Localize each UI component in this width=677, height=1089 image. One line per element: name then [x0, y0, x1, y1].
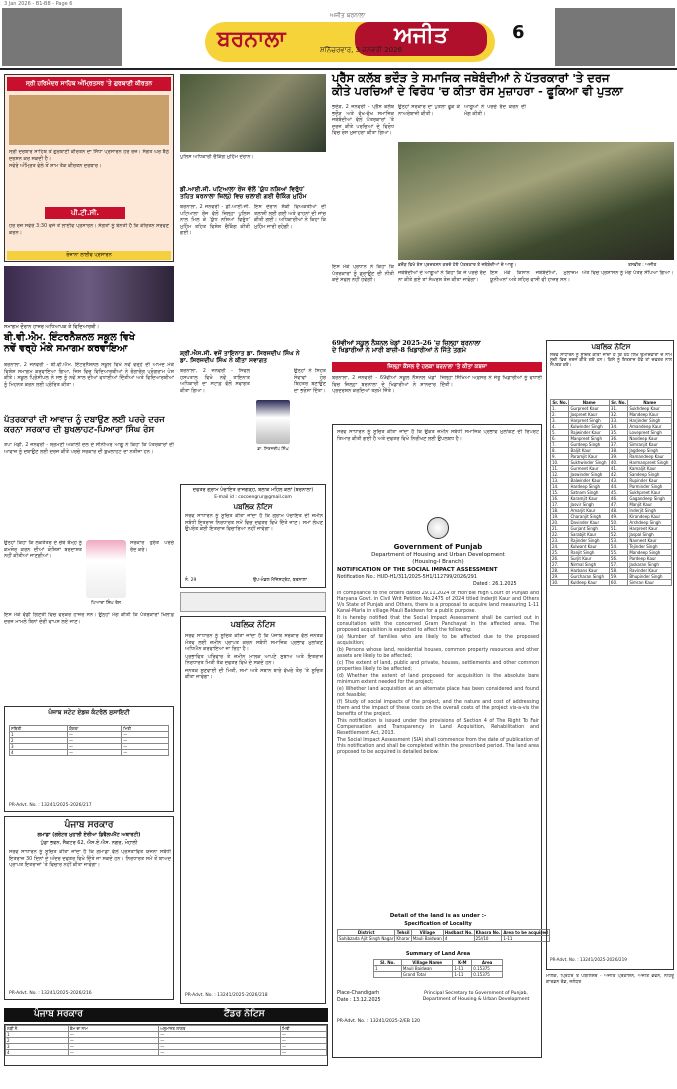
notice-cell: Gagandeep Singh [628, 496, 672, 502]
gov-signatory: Principal Secretary to Government of Punjab, Department of Housing & Urban Development [422, 991, 530, 1002]
notice-mid-email: E-mail id : cocoengrur@gmail.com [214, 495, 292, 500]
aids-ad-title: ਪੰਜਾਬ ਸਟੇਟ ਏਡਜ਼ ਕੰਟਰੋਲ ਸੁਸਾਇਟੀ [48, 709, 130, 716]
notice-cell: Surjit Kaur [569, 556, 609, 562]
notice-cell: Karamjit Kaur [569, 496, 609, 502]
notice-cell: Pardeep Kaur [628, 556, 672, 562]
spec-cell: Kharar [396, 936, 410, 941]
sports-headline [332, 340, 542, 355]
masthead-photo-right [555, 8, 675, 66]
portrait-doctor [256, 400, 290, 444]
notice-cell: 7. [551, 442, 569, 448]
notice-header-cell: Name [569, 400, 609, 406]
notice-cell: 59. [609, 574, 627, 580]
summary-cell: 1-11 [453, 966, 472, 972]
lead-body-col1: ਭਦੌੜ, 2 ਜਨਵਰੀ - ਪ੍ਰੈੱਸ ਕਲੱਬ ਭਦੌੜ ਅਤੇ ਵੱਖ-ਵੱਖ ਸਮਾਜਿਕ ਜਥੇਬੰਦੀਆਂ ਵੱਲੋਂ ਪੱਤਰਕਾਰਾਂ 'ਤੇ ਦਰਜ ਕੀਤੇ ਪਰਚਿਆਂ ਦੇ ਵਿਰੋਧ ਵਿਚ ਰੋਸ ਮੁਜ਼ਾਹਰਾ ਕੀਤਾ ਗਿਆ। [332, 104, 394, 136]
notice-cell: Gurmeet Kaur [569, 466, 609, 472]
notice-cell: 30. [551, 580, 569, 586]
punjab-ad-address: ਪੁੱਡਾ ਭਵਨ, ਸੈਕਟਰ 62, ਐਸ.ਏ.ਐਸ. ਨਗਰ, ਮੋਹਾਲੀ [40, 840, 138, 846]
portrait-doctor-caption: ਡਾ. ਸਿਰਜਦੀਪ ਸਿੰਘ [257, 446, 289, 451]
ad-footer: ਰੋਜ਼ਾਨਾ ਲਾਈਵ ਪ੍ਰਸਾਰਨ [7, 251, 171, 260]
lead-body-col3b: ਇਸ ਮੌਕੇ ਕਿਸਾਨ ਜਥੇਬੰਦੀਆਂ, ਮੁਲਾਜ਼ਮ ਯੂਨੀਅਨਾਂ ਅਤੇ ਸ਼ਹਿਰ ਵਾਸੀ ਵੀ ਹਾਜ਼ਰ ਸਨ। [490, 270, 578, 283]
notice-cell: 38. [609, 448, 627, 454]
spec-header-cell: Area to be acquired [503, 930, 548, 935]
notice-cell: Amandeep Kaur [628, 424, 672, 430]
notice-cell: Tejinder Singh [628, 544, 672, 550]
doctor-story-col2: ਉਨ੍ਹਾਂ ਨੇ ਸਿਹਤ ਸੇਵਾਵਾਂ ਹੋਰ ਬਿਹਤਰ ਬਣਾਉਣ ਦਾ ਭਰੋਸਾ ਦਿੱਤਾ। [294, 368, 326, 394]
school-headline-line1: ਬੀ.ਵੀ.ਐਮ. ਇੰਟਰਨੈਸ਼ਨਲ ਸਕੂਲ ਵਿਖੇ [4, 332, 135, 343]
notice-cell: Hardeep Singh [569, 484, 609, 490]
notice-cell: 57. [609, 562, 627, 568]
school-headline [4, 333, 176, 355]
spec-cell: 1-11 [502, 936, 550, 942]
spec-header-cell: Tehsil [396, 930, 410, 935]
notice-cell: Gurjant Singh [569, 526, 609, 532]
notice-cell: 49. [609, 514, 627, 520]
notice-cell: Simranjit Kaur [628, 442, 672, 448]
notice-cell: Charanjit Singh [569, 514, 609, 520]
logo-barnala: ਬਰਨਾਲਾ [217, 26, 286, 52]
lead-photo-caption: ਭਦੌੜ ਵਿਖੇ ਰੋਸ ਪ੍ਰਦਰਸ਼ਨ ਕਰਦੇ ਹੋਏ ਪੱਤਰਕਾਰ ਤੇ ਜਥੇਬੰਦੀਆਂ ਦੇ ਆਗੂ। [398, 263, 517, 268]
summary-cell: Mauli Baidwan [401, 966, 452, 972]
aids-ad-table: ਸਥਿਤੀ ਯੋਗਤਾ ਮਿਤੀ 1 — — 2 — — 3 — — 4 — — [9, 725, 169, 787]
notice-cell: 4. [551, 424, 569, 430]
doctor-story-col1: ਬਰਨਾਲਾ, 2 ਜਨਵਰੀ - ਸਿਵਲ ਹਸਪਤਾਲ ਵਿਖੇ ਨਵੇਂ ਤਾਇਨਾਤ ਅਧਿਕਾਰੀ ਦਾ ਸਟਾਫ਼ ਵੱਲੋਂ ਸਵਾਗਤ ਕੀਤਾ ਗਿਆ। [180, 368, 250, 394]
police-headline-line2: ਤਹਿਤ ਬਰਨਾਲਾ ਜ਼ਿਲ੍ਹੇ ਵਿਚ ਚਲਾਈ ਗਈ ਚੈਕਿੰਗ ਮੁਹਿੰਮ [180, 193, 307, 201]
notice-cell: Gurcharan Singh [569, 574, 609, 580]
lead-body-col3: ਆਗੂਆਂ ਨੇ ਪਰਚੇ ਰੱਦ ਕਰਨ ਦੀ ਮੰਗ ਕੀਤੀ। [464, 104, 526, 117]
summary-cell: Grand Total [401, 972, 452, 978]
patwari-headline [4, 416, 176, 436]
notice-right-title: ਪਬਲਿਕ ਨੋਟਿਸ [591, 343, 631, 351]
punjab-ad-body: ਸਰਵ ਸਾਧਾਰਨ ਨੂੰ ਸੂਚਿਤ ਕੀਤਾ ਜਾਂਦਾ ਹੈ ਕਿ ਗਮਾਡਾ ਵੱਲੋਂ ਪ੍ਰਸਤਾਵਿਤ ਯੋਜਨਾ ਸਬੰਧੀ ਇਤਰਾਜ਼ 30 ਦਿਨਾਂ ਦੇ ਅੰਦਰ ਦਫਤਰ ਵਿਖੇ ਦਿੱਤੇ ਜਾ ਸਕਦੇ ਹਨ। ਨਿਰਧਾਰਤ ਸਮੇਂ ਤੋਂ ਬਾਅਦ ਪ੍ਰਾਪਤ ਇਤਰਾਜ਼ਾਂ 'ਤੇ ਵਿਚਾਰ ਨਹੀਂ ਕੀਤਾ ਜਾਵੇਗਾ। [9, 849, 171, 868]
spec-cell: 4 [443, 936, 474, 942]
gov-line2: Department of Housing and Urban Development [371, 552, 505, 558]
police-story-col1: ਬਰਨਾਲਾ, 2 ਜਨਵਰੀ - ਡੀ.ਆਈ.ਜੀ. ਪਟਿਆਲਾ ਰੇਂਜ ਵੱਲੋਂ ਜ਼ਿਲ੍ਹਾ ਪੁਲਿਸ ਨਾਲ ਮਿਲ ਕੇ 'ਯੁੱਧ ਨਸ਼ਿਆਂ ਵਿਰੁੱਧ' ਮੁਹਿੰਮ ਤਹਿਤ ਵਿਸ਼ੇਸ਼ ਚੈਕਿੰਗ ਕੀਤੀ ਗਈ। [180, 204, 250, 236]
notice-cell: 39. [609, 454, 627, 460]
notice-right-intro: ਸਰਵ ਸਾਧਾਰਨ ਨੂੰ ਸੂਚਿਤ ਕੀਤਾ ਜਾਂਦਾ ਹੈ ਕਿ ਹੇਠ ਲਿਖੇ ਉਮੀਦਵਾਰਾਂ ਦੇ ਨਾਮ ਸੂਚੀ ਵਿਚ ਦਰਜ ਕੀਤੇ ਗਏ ਹਨ। ਕਿਸੇ ਨੂੰ ਇਤਰਾਜ਼ ਹੋਵੇ ਤਾਂ ਦਫਤਰ ਨਾਲ ਸੰਪਰਕ ਕਰੇ। [550, 353, 672, 369]
ad-body-2: ਹਰ ਰੋਜ਼ ਸਵੇਰੇ 3:30 ਵਜੇ ਤੋਂ ਲਾਈਵ ਪ੍ਰਸਾਰਨ। ਸੰਗਤਾਂ ਨੂੰ ਬੇਨਤੀ ਹੈ ਕਿ ਕੀਰਤਨ ਸਰਵਣ ਕਰਨ। [9, 223, 169, 236]
notice-cell: Harpreet Singh [569, 418, 609, 424]
notice-header-cell: Sr. No. [552, 400, 568, 405]
sports-headline-line2: ਦੇ ਖਿਡਾਰੀਆਂ ਨੇ ਮਾਰੀ ਬਾਜ਼ੀ-8 ਖਿਡਾਰੀਆਂ ਨੇ ਜਿੱਤੇ ਤਗਮੇ [332, 346, 466, 355]
masthead [0, 8, 677, 70]
lead-headline-line1: ਪ੍ਰੈੱਸ ਕਲੱਬ ਭਦੌੜ ਤੇ ਸਮਾਜਿਕ ਜਥੇਬੰਦੀਆਂ ਨੇ ਪੱਤਰਕਾਰਾਂ 'ਤੇ ਦਰਜ [332, 71, 610, 85]
notice-cell: Ravinder Kaur [628, 568, 672, 574]
gov-sign-place: Place-Chandigarh [337, 991, 380, 996]
patwari-headline-line1: ਪੱਤਰਕਾਰਾਂ ਦੀ ਆਵਾਜ਼ ਨੂੰ ਦਬਾਉਣ ਲਈ ਪਰਚੇ ਦਰਜ [4, 415, 165, 425]
notice-cell: 25. [551, 550, 569, 556]
lead-headline-line2: ਕੀਤੇ ਪਰਚਿਆਂ ਦੇ ਵਿਰੋਧ 'ਚ ਕੀਤਾ ਰੋਸ ਮੁਜ਼ਾਹਰਾ - ਫੂਕਿਆ ਵੀ ਪੁਤਲਾ [332, 84, 623, 99]
ad-punjab-sarkar [4, 816, 174, 1000]
spec-header-cell: Hadbast No. [444, 930, 473, 935]
masthead-logo [205, 22, 495, 62]
notice-cell: 15. [551, 490, 569, 496]
notice-mid-signatory: ਉਪ-ਮੰਡਲ ਮੈਜਿਸਟ੍ਰੇਟ, ਬਰਨਾਲਾ [253, 578, 307, 583]
lead-photo-credit: ਤਸਵੀਰ : ਅਜੀਤ [628, 263, 657, 268]
sports-body-col2: ਜ਼ਿਲ੍ਹਾ ਸਿੱਖਿਆ ਅਫ਼ਸਰ ਨੇ ਜੇਤੂ ਖਿਡਾਰੀਆਂ ਨੂੰ ਵਧਾਈ ਦਿੱਤੀ। [440, 375, 542, 388]
notice-cell: 52. [609, 532, 627, 538]
notice-cell: 41. [609, 466, 627, 472]
notice-cell: 45. [609, 490, 627, 496]
public-notice-long [180, 616, 326, 1004]
summary-header-cell: Sl. No. [374, 960, 402, 966]
page-number: 6 [512, 22, 525, 43]
notice-cell: 55. [609, 550, 627, 556]
notice-cell: Harmanpreet Singh [628, 460, 672, 466]
lead-body-col4b: ਅੰਤ ਵਿਚ ਪ੍ਰਸ਼ਾਸਨ ਨੂੰ ਮੰਗ ਪੱਤਰ ਸੌਂਪਿਆ ਗਿਆ। [582, 270, 674, 276]
notice-cell: 5. [551, 430, 569, 436]
notice-cell: Gurdeep Singh [569, 442, 609, 448]
patwari-story-body-2: ਉਨ੍ਹਾਂ ਕਿਹਾ ਕਿ ਲੋਕਤੰਤਰ ਦੇ ਚੌਥੇ ਥੰਮ੍ਹ ਨੂੰ ਕਮਜ਼ੋਰ ਕਰਨ ਦੀਆਂ ਕੋਸ਼ਿਸ਼ਾਂ ਬਰਦਾਸ਼ਤ ਨਹੀਂ ਕੀਤੀਆਂ ਜਾਣਗੀਆਂ। [4, 540, 82, 559]
notice-cell: Jaswinder Singh [569, 472, 609, 478]
police-checking-photo [180, 74, 326, 152]
spec-cell: 25//10 [474, 936, 502, 942]
notice-cell: Kuldeep Kaur [569, 580, 609, 586]
police-story-col2: ਇਸ ਦੌਰਾਨ ਸ਼ੱਕੀ ਵਿਅਕਤੀਆਂ ਦੀ ਤਲਾਸ਼ੀ ਲਈ ਗਈ ਅਤੇ ਵਾਹਨਾਂ ਦੀ ਜਾਂਚ ਕੀਤੀ ਗਈ। ਅਧਿਕਾਰੀਆਂ ਨੇ ਕਿਹਾ ਕਿ ਮੁਹਿੰਮ ਜਾਰੀ ਰਹੇਗੀ। [254, 204, 326, 230]
punjab-ad-pr: PR-Advt. No. : 13241/2025-2026/216 [9, 991, 92, 996]
notice-cell: Sukhdeep Kaur [628, 406, 672, 412]
masthead-photo-left [2, 8, 122, 66]
patwari-story-body-3: ਸਰਕਾਰ ਤੁਰੰਤ ਪਰਚੇ ਰੱਦ ਕਰੇ। [130, 540, 174, 553]
notice-cell: Ramandeep Kaur [628, 454, 672, 460]
notice-cell: 8. [551, 448, 569, 454]
notice-cell: Mandeep Singh [628, 550, 672, 556]
doctor-headline [180, 350, 328, 364]
notice-cell: 40. [609, 460, 627, 466]
notice-cell: 36. [609, 436, 627, 442]
notice-cell: Sandeep Singh [628, 472, 672, 478]
public-notice-mid [180, 484, 326, 588]
summary-cell: 1 [374, 966, 402, 972]
notice-cell: 14. [551, 484, 569, 490]
notice-cell: Gurpreet Kaur [569, 406, 609, 412]
notice-cell: Jaspal Singh [628, 532, 672, 538]
notice-cell: Davinder Kaur [569, 520, 609, 526]
notice-cell: 10. [551, 460, 569, 466]
print-strip: 3 Jan 2026 - B1-B8 - Page 6 [4, 1, 73, 7]
lead-protest-photo [398, 142, 674, 260]
notice-cell: 22. [551, 532, 569, 538]
portrait-piara-singh [86, 540, 126, 598]
summary-cell: 1-11 [453, 972, 472, 978]
spec-header-cell: Village [411, 930, 443, 936]
notice-cell: 60. [609, 580, 627, 586]
ad-photo [9, 95, 169, 145]
notice-long-pr: PR-Advt. No. : 13241/2025-2026/218 [185, 993, 268, 998]
notice-cell: 9. [551, 454, 569, 460]
notice-cell: Harpreet Kaur [628, 526, 672, 532]
sports-body-col1: ਬਰਨਾਲਾ, 2 ਜਨਵਰੀ - 69ਵੀਆਂ ਸਕੂਲ ਨੈਸ਼ਨਲ ਖੇਡਾਂ ਵਿਚ ਜ਼ਿਲ੍ਹਾ ਬਰਨਾਲਾ ਦੇ ਖਿਡਾਰੀਆਂ ਨੇ ਸ਼ਾਨਦਾਰ ਪ੍ਰਦਰਸ਼ਨ ਕਰਦਿਆਂ ਤਗਮੇ ਜਿੱਤੇ। [332, 375, 436, 394]
notice-cell: 21. [551, 526, 569, 532]
notice-cell: 12. [551, 472, 569, 478]
notice-cell: Rajwinder Kaur [569, 430, 609, 436]
notice-cell: Amarjit Kaur [569, 508, 609, 514]
notice-cell: Jaskaran Singh [628, 562, 672, 568]
notice-cell: 31. [609, 406, 627, 412]
notice-cell: 43. [609, 478, 627, 484]
summary-header-cell: Village Name [401, 960, 452, 966]
doctor-headline-line2: ਡਾ. ਸਿਰਜਦੀਪ ਸਿੰਘ ਨੇ ਕੀਤਾ ਸਵਾਗਤ [180, 357, 268, 365]
notice-cell: Rajinder Singh [569, 538, 609, 544]
spec-header-cell: Khasra No. [475, 930, 501, 935]
lead-body-col2b: ਜਥੇਬੰਦੀਆਂ ਦੇ ਆਗੂਆਂ ਨੇ ਕਿਹਾ ਕਿ ਜੇ ਪਰਚੇ ਰੱਦ ਨਾ ਕੀਤੇ ਗਏ ਤਾਂ ਸੰਘਰਸ਼ ਤੇਜ਼ ਕੀਤਾ ਜਾਵੇਗਾ। [398, 270, 486, 283]
masthead-kicker: ਅਜੀਤ ਬਰਨਾਲਾ [330, 12, 366, 19]
notice-cell: 26. [551, 556, 569, 562]
gov-body: In compliance to the orders dated 29.11.2024 of Hon'ble High Court of Punjab and Haryana Govt. in Civil Writ Petition No.2475 of 2024 titled Inderjit Kaur and Others V/s State of Punjab and Others, there is a proposal to acquire land measuring 1-11 Kanal-Marla in village Mauli Baidwan for a public purpose. It is hereby notified that the Social Impact Assessment shall be carried out in consultation with the concerned Gram Panchayat in the affected area. The proposed acquisition is expected to affect the following: (a) Number of families who are likely to be affected due to the proposed acquisition; (b) Persons whose land, residential houses, common property resources and other assets are likely to be affected; (c) The extent of land, public and private, houses, settlements and other common properties likely to be affected; (d) Whether the extent of land proposed for acquisition is the absolute bare minimum extent needed for the project; (e) Whether land acquisition at an alternate place has been considered and found not feasible; (f) Study of social impacts of the project, and the nature and cost of addressing them and the impact of these costs on the overall costs of the project vis-a-vis the benefits of the project. This notification is issued under the provisions of Section 4 of The Right To Fair Compensation and Transparency in Land Acquisition, Rehabilitation and Resettlement Act, 2013. The Social Impact Assessment (SIA) shall commence from the date of publication of this notification and shall be completed within the prescribed period. The land area proposed to be acquired is detailed below. [337, 591, 539, 755]
notice-cell: Manpreet Singh [569, 436, 609, 442]
notice-cell: 2. [551, 412, 569, 418]
notice-cell: Sukhpreet Kaur [628, 490, 672, 496]
notice-cell: Kulwant Kaur [569, 544, 609, 550]
gov-emblem-icon [427, 517, 449, 539]
gov-line1: Government of Punjab [393, 543, 483, 551]
summary-cell: 0.15375 [472, 972, 503, 978]
notice-long-title: ਪਬਲਿਕ ਨੋਟਿਸ [230, 620, 276, 629]
notice-cell: Sarabjit Kaur [569, 532, 609, 538]
notice-cell: Simran Kaur [628, 580, 672, 586]
spec-header-cell: District [338, 930, 395, 936]
notice-cell: 33. [609, 418, 627, 424]
notice-cell: Ranjit Singh [569, 550, 609, 556]
school-event-photo [4, 266, 174, 322]
ad-aids-control [4, 706, 174, 812]
portrait-piara-caption: ਪਿਆਰਾ ਸਿੰਘ ਰੋਸ [91, 601, 121, 606]
school-story-body: ਬਰਨਾਲਾ, 2 ਜਨਵਰੀ - ਬੀ.ਵੀ.ਐਮ. ਇੰਟਰਨੈਸ਼ਨਲ ਸਕੂਲ ਵਿਖੇ ਨਵੇਂ ਵਰ੍ਹੇ ਦੀ ਆਮਦ ਮੌਕੇ ਵਿਸ਼ੇਸ਼ ਸਮਾਗਮ ਕਰਵਾਇਆ ਗਿਆ, ਜਿਸ ਵਿਚ ਵਿਦਿਆਰਥੀਆਂ ਨੇ ਰੰਗਾਰੰਗ ਪ੍ਰੋਗਰਾਮ ਪੇਸ਼ ਕੀਤੇ। ਸਕੂਲ ਪ੍ਰਿੰਸੀਪਲ ਨੇ ਸਭ ਨੂੰ ਨਵੇਂ ਸਾਲ ਦੀਆਂ ਵਧਾਈਆਂ ਦਿੱਤੀਆਂ ਅਤੇ ਵਿਦਿਆਰਥੀਆਂ ਨੂੰ ਮਿਹਨਤ ਕਰਨ ਲਈ ਪ੍ਰੇਰਿਤ ਕੀਤਾ। [4, 362, 174, 388]
notice-mid-number: ਨੰ. 29 [185, 578, 197, 583]
notice-cell: Jasvir Singh [569, 502, 609, 508]
notice-cell: 18. [551, 508, 569, 514]
notice-cell: Navdeep Kaur [628, 436, 672, 442]
notice-cell: 3. [551, 418, 569, 424]
notice-cell: 11. [551, 466, 569, 472]
notice-cell: Harjinder Singh [628, 418, 672, 424]
ad-body: ਸ੍ਰੀ ਦਰਬਾਰ ਸਾਹਿਬ ਤੋਂ ਗੁਰਬਾਣੀ ਕੀਰਤਨ ਦਾ ਸਿੱਧਾ ਪ੍ਰਸਾਰਨ ਹਰ ਰੋਜ਼। ਸੰਗਤ ਘਰ ਬੈਠੇ ਦਰਸ਼ਨ ਕਰ ਸਕਦੀ ਹੈ। ਸਵੇਰੇ ਅੰਮ੍ਰਿਤ ਵੇਲੇ ਤੋਂ ਸ਼ਾਮ ਤੱਕ ਕੀਰਤਨ ਦਰਬਾਰ। [9, 149, 169, 169]
summary-cell [374, 972, 402, 978]
notice-cell: 58. [609, 568, 627, 574]
notice-header-cell: Name [628, 400, 672, 406]
school-photo-caption: ਸਮਾਗਮ ਦੌਰਾਨ ਹਾਜ਼ਰ ਅਧਿਆਪਕ ਤੇ ਵਿਦਿਆਰਥੀ। [4, 324, 100, 330]
notice-cell: 46. [609, 496, 627, 502]
table-row [374, 972, 503, 978]
punjab-ad-subtitle: ਗਮਾਡਾ (ਗਰੇਟਰ ਮੁਹਾਲੀ ਏਰੀਆ ਡਿਵੈਲਪਮੈਂਟ ਅਥਾਰਟੀ) [37, 832, 141, 838]
notice-cell: 51. [609, 526, 627, 532]
notice-long-body: ਸਰਵ ਸਾਧਾਰਨ ਨੂੰ ਸੂਚਿਤ ਕੀਤਾ ਜਾਂਦਾ ਹੈ ਕਿ ਪੰਜਾਬ ਸਰਕਾਰ ਵੱਲੋਂ ਜਨਤਕ ਮੰਤਵ ਲਈ ਜ਼ਮੀਨ ਪ੍ਰਾਪਤ ਕਰਨ ਸਬੰਧੀ ਸਮਾਜਿਕ ਪ੍ਰਭਾਵ ਮੁਲਾਂਕਣ ਅਧਿਐਨ ਕਰਵਾਇਆ ਜਾ ਰਿਹਾ ਹੈ। ਪ੍ਰਭਾਵਿਤ ਪਰਿਵਾਰ ਤੇ ਜ਼ਮੀਨ ਮਾਲਕ ਆਪਣੇ ਸੁਝਾਅ ਅਤੇ ਇਤਰਾਜ਼ ਨਿਰਧਾਰਤ ਮਿਤੀ ਤੱਕ ਦਫਤਰ ਵਿਖੇ ਦੇ ਸਕਦੇ ਹਨ। ਜਨਤਕ ਸੁਣਵਾਈ ਦੀ ਮਿਤੀ, ਸਮਾਂ ਅਤੇ ਸਥਾਨ ਬਾਰੇ ਵੱਖਰੇ ਤੌਰ 'ਤੇ ਸੂਚਿਤ ਕੀਤਾ ਜਾਵੇਗਾ। [185, 633, 323, 680]
aids-ad-pr: PR-Advt. No. : 13241/2025-2026/217 [9, 803, 92, 808]
notice-cell: Sukhwinder Singh [569, 460, 609, 466]
patwari-story-body-4: ਇਸ ਮੌਕੇ ਵੱਡੀ ਗਿਣਤੀ ਵਿਚ ਵਰਕਰ ਹਾਜ਼ਰ ਸਨ। ਉਨ੍ਹਾਂ ਮੰਗ ਕੀਤੀ ਕਿ ਪੱਤਰਕਾਰਾਂ ਖ਼ਿਲਾਫ਼ ਦਰਜ ਮਾਮਲੇ ਬਿਨਾਂ ਦੇਰੀ ਵਾਪਸ ਲਏ ਜਾਣ। [4, 612, 174, 625]
gov-spec-heading: Specification of Locality [404, 921, 472, 927]
small-classified [180, 592, 326, 612]
notice-cell: 16. [551, 496, 569, 502]
notice-cell: Baljit Kaur [569, 448, 609, 454]
gov-notice [332, 424, 548, 1058]
notice-cell: Jaspreet Kaur [569, 412, 609, 418]
notice-cell: Harbans Kaur [569, 568, 609, 574]
notice-cell: 35. [609, 430, 627, 436]
notice-cell: 44. [609, 484, 627, 490]
notice-cell: Satnam Singh [569, 490, 609, 496]
notice-cell: Arshdeep Singh [628, 520, 672, 526]
gov-title: NOTIFICATION OF THE SOCIAL IMPACT ASSESSMENT [337, 567, 498, 573]
notice-cell: Bhupinder Singh [628, 574, 672, 580]
gov-spec-table [337, 929, 548, 942]
issue-date: ਸ਼ਨਿੱਚਰਵਾਰ, 3 ਜਨਵਰੀ 2026 [320, 46, 403, 54]
public-notice-right [546, 340, 674, 970]
gov-details-heading: Detail of the land is as under :- [389, 913, 487, 919]
imprint: ਮਾਲਕ, ਪ੍ਰਿੰਟਰ ਤੇ ਪਬਲਿਸ਼ਰ - ਅਜੀਤ ਪ੍ਰਕਾਸ਼ਨ, ਅਜੀਤ ਭਵਨ, ਨਹਿਰੂ ਗਾਰਡਨ ਰੋਡ, ਜਲੰਧਰ [546, 974, 674, 985]
logo-ajit: ਅਜੀਤ [355, 22, 487, 56]
notice-right-pr: PR-Advt. No. : 13241/2025-2026/219 [550, 957, 627, 962]
notice-cell: 20. [551, 520, 569, 526]
notice-cell: 24. [551, 544, 569, 550]
notice-mid-office: ਦਫਤਰ ਗ੍ਰਾਮ ਪੰਚਾਇਤ ਰਾਜਗੜ੍ਹ, ਬਲਾਕ ਮਹਿਲ ਕਲਾਂ (ਬਰਨਾਲਾ) [192, 487, 314, 493]
notice-cell: Manjit Kaur [628, 502, 672, 508]
tender-bar-left: ਪੰਜਾਬ ਸਰਕਾਰ [34, 1009, 83, 1019]
notice-cell: 23. [551, 538, 569, 544]
notice-cell: Paramjit Kaur [569, 454, 609, 460]
notice-cell: 37. [609, 442, 627, 448]
lead-body-col2: ਉਨ੍ਹਾਂ ਸਰਕਾਰ ਦਾ ਪੁਤਲਾ ਫੂਕ ਕੇ ਨਾਅਰੇਬਾਜ਼ੀ ਕੀਤੀ। [398, 104, 460, 117]
spec-cell: Sahibzada Ajit Singh Nagar [339, 936, 394, 941]
notice-cell: 47. [609, 502, 627, 508]
notice-cell: Rupinder Kaur [628, 478, 672, 484]
sports-headline-line1: 69ਵੀਆਂ ਸਕੂਲ ਨੈਸ਼ਨਲ ਖੇਡਾਂ 2025-26 'ਚ ਜ਼ਿਲ੍ਹਾ ਬਰਨਾਲਾ [332, 339, 481, 347]
summary-cell: 0.15375 [472, 966, 503, 972]
notice-cell: 1. [551, 406, 569, 412]
notice-cell: Balwinder Kaur [569, 478, 609, 484]
gov-sign-date: Date : 13.12.2025 [337, 998, 381, 1003]
notice-cell: 54. [609, 544, 627, 550]
summary-header-cell: Area [472, 960, 503, 966]
lead-headline [332, 72, 674, 98]
patwari-story-body-1: ਤਪਾ ਮੰਡੀ, 2 ਜਨਵਰੀ - ਸ਼੍ਰੋਮਣੀ ਅਕਾਲੀ ਦਲ ਦੇ ਸੀਨੀਅਰ ਆਗੂ ਨੇ ਕਿਹਾ ਕਿ ਪੱਤਰਕਾਰਾਂ ਦੀ ਆਵਾਜ਼ ਨੂੰ ਦਬਾਉਣ ਲਈ ਦਰਜ ਕੀਤੇ ਪਰਚੇ ਸਰਕਾਰ ਦੀ ਬੁਖਲਾਹਟ ਦਾ ਨਤੀਜਾ ਹਨ। [4, 442, 174, 455]
notice-cell: 48. [609, 508, 627, 514]
notice-header-cell: Sr. No. [611, 400, 627, 405]
notice-cell: Jagdeep Singh [628, 448, 672, 454]
notice-cell: Kamaljit Kaur [628, 466, 672, 472]
school-headline-line2: ਨਵੇਂ ਵਰ੍ਹੇ ਮੌਕੇ ਸਮਾਗਮ ਕਰਵਾਇਆ [4, 342, 128, 354]
notice-cell: Lovepreet Singh [628, 430, 672, 436]
ad-title: ਸ੍ਰੀ ਹਰਿਮੰਦਰ ਸਾਹਿਬ ਅੰਮ੍ਰਿਤਸਰ 'ਤੇ ਗੁਰਬਾਣੀ ਕੀਰਤਨ [7, 77, 171, 91]
notice-cell: Mandeep Kaur [628, 412, 672, 418]
notice-cell: 29. [551, 574, 569, 580]
notice-cell: Kirandeep Kaur [628, 514, 672, 520]
gov-dated: Dated : 26.1.2025 [473, 582, 517, 587]
punjab-ad-title: ਪੰਜਾਬ ਸਰਕਾਰ [64, 820, 114, 830]
gov-intro-text: ਸਰਵ ਸਾਧਾਰਨ ਨੂੰ ਸੂਚਿਤ ਕੀਤਾ ਜਾਂਦਾ ਹੈ ਕਿ ਉਕਤ ਜ਼ਮੀਨ ਸਬੰਧੀ ਸਮਾਜਿਕ ਪ੍ਰਭਾਵ ਮੁਲਾਂਕਣ ਦੀ ਰਿਪੋਰਟ ਤਿਆਰ ਕੀਤੀ ਗਈ ਹੈ ਅਤੇ ਦਫਤਰ ਵਿਖੇ ਨਿਰੀਖਣ ਲਈ ਉਪਲਬਧ ਹੈ। [337, 429, 539, 442]
gov-summary-table [373, 959, 503, 978]
notice-right-table [550, 399, 672, 586]
tender-bar [4, 1008, 328, 1022]
tender-table: ਲੜੀ ਨੰ. ਕੰਮ ਦਾ ਨਾਮ ਅਨੁਮਾਨਤ ਲਾਗਤ ਮਿਤੀ 1 — — — 2 — — — 3 — — — 4 — — — [4, 1024, 328, 1066]
notice-cell: 13. [551, 478, 569, 484]
notice-cell: 53. [609, 538, 627, 544]
doctor-headline-line1: ਸ਼੍ਰੀ.ਐਸ.ਸੀ. ਵਜੋਂ ਤਾਇਨਾਤ ਡਾ. ਸਿਰਜਦੀਪ ਸਿੰਘ ਨੇ [180, 350, 300, 357]
notice-cell: 28. [551, 568, 569, 574]
table-row [551, 580, 672, 586]
notice-cell: Nirmal Singh [569, 562, 609, 568]
ad-subtitle: ਪੀ.ਟੀ.ਸੀ. [45, 207, 125, 219]
patwari-headline-line2: ਕਰਨਾ ਸਰਕਾਰ ਦੀ ਬੁਖਲਾਹਟ-ਪਿਆਰਾ ਸਿੰਘ ਰੋਸ [4, 424, 155, 435]
gov-ref: Notification No.: HUD-H1/311/2025-5H1/112799/2026/291 [337, 575, 477, 580]
notice-cell: Navneet Kaur [628, 538, 672, 544]
notice-cell: 56. [609, 556, 627, 562]
red-notice-bar: ਜ਼ਿਲ੍ਹਾ ਕੌਂਸਲ ਦੇ ਹਲਕਾ ਬਰਨਾਲਾ 'ਤੇ ਕੀਤਾ ਕਬਜ਼ਾ [332, 362, 542, 372]
notice-cell: 19. [551, 514, 569, 520]
notice-mid-body: ਸਰਵ ਸਾਧਾਰਨ ਨੂੰ ਸੂਚਿਤ ਕੀਤਾ ਜਾਂਦਾ ਹੈ ਕਿ ਗ੍ਰਾਮ ਪੰਚਾਇਤ ਦੀ ਜ਼ਮੀਨ ਸਬੰਧੀ ਇਤਰਾਜ਼ ਨਿਰਧਾਰਤ ਸਮੇਂ ਵਿਚ ਦਫਤਰ ਵਿਖੇ ਦਿੱਤੇ ਜਾਣ। ਸਮਾਂ ਲੰਘਣ ਉਪਰੰਤ ਕੋਈ ਇਤਰਾਜ਼ ਵਿਚਾਰਿਆ ਨਹੀਂ ਜਾਵੇਗਾ। [185, 513, 323, 532]
police-headline [180, 186, 328, 200]
notice-mid-title: ਪਬਲਿਕ ਨੋਟਿਸ [233, 503, 273, 511]
notice-cell: 34. [609, 424, 627, 430]
lead-body-col1b: ਇਸ ਮੌਕੇ ਪ੍ਰਧਾਨ ਨੇ ਕਿਹਾ ਕਿ ਪੱਤਰਕਾਰਾਂ ਨੂੰ ਡਰਾਉਣ ਦੀ ਨੀਤੀ ਕਦੇ ਸਫਲ ਨਹੀਂ ਹੋਵੇਗੀ। [332, 264, 394, 283]
spec-cell: Mauli Baidwan [412, 936, 442, 941]
notice-cell: 50. [609, 520, 627, 526]
notice-cell: 17. [551, 502, 569, 508]
notice-cell: Kulwinder Singh [569, 424, 609, 430]
notice-cell: Parminder Singh [628, 484, 672, 490]
police-headline-line1: ਡੀ.ਆਈ.ਜੀ. ਪਟਿਆਲਾ ਰੇਂਜ ਵੱਲੋਂ 'ਯੁੱਧ ਨਸ਼ਿਆਂ ਵਿਰੁੱਧ' [180, 186, 305, 193]
notice-cell: Inderjit Singh [628, 508, 672, 514]
notice-cell: 32. [609, 412, 627, 418]
notice-cell: 6. [551, 436, 569, 442]
gov-pr-ad: PR-Advt. No. : 13241/2025-2/EB 120 [337, 1019, 421, 1024]
summary-header-cell: K-M [453, 960, 472, 966]
gov-line3: (Housing-I Branch) [412, 559, 464, 565]
notice-cell: 42. [609, 472, 627, 478]
tender-bar-right: ਟੈਂਡਰ ਨੋਟਿਸ [224, 1009, 265, 1019]
gov-summary-heading: Summary of Land Area [405, 951, 471, 957]
notice-cell: 27. [551, 562, 569, 568]
police-photo-caption: ਪੁਲਿਸ ਅਧਿਕਾਰੀ ਚੈਕਿੰਗ ਮੁਹਿੰਮ ਦੌਰਾਨ। [180, 154, 254, 160]
ad-gurbani-kirtan [4, 74, 174, 262]
